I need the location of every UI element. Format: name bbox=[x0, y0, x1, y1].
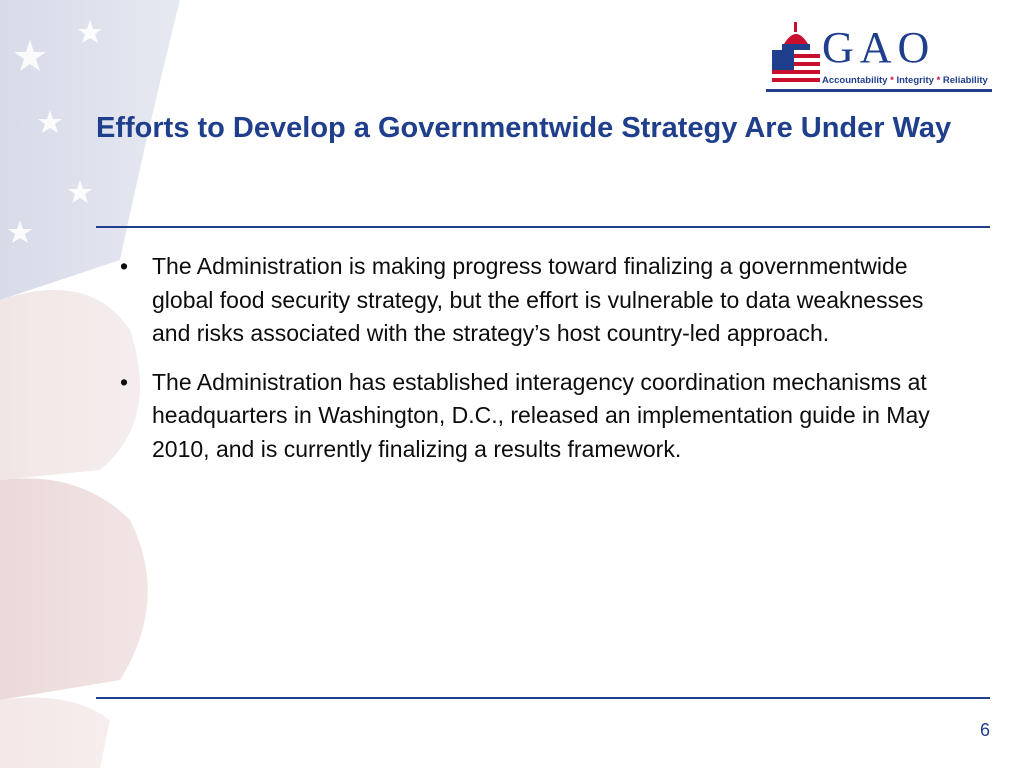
logo-underline bbox=[766, 89, 992, 92]
tagline-integrity: Integrity bbox=[896, 75, 934, 86]
bullet-item bbox=[120, 366, 940, 467]
bullet-icon: • bbox=[120, 253, 129, 279]
bullet-icon: • bbox=[120, 368, 129, 395]
gao-wordmark: GAO bbox=[822, 23, 936, 72]
bullet-text: The Administration has established interagency coordination mechanisms at headquarters in Washington, D.C., released an implementation guide in May 2010, and is currently finalizing a results framework. bbox=[152, 368, 930, 462]
title-divider bbox=[96, 226, 990, 228]
page-number: 6 bbox=[979, 720, 990, 740]
footer-divider bbox=[96, 697, 990, 699]
bullet-text: The Administration is making progress toward finalizing a governmentwide global food security strategy, but the effort is vulnerable to data weaknesses and risks associated with the strategy’s host country-led approach. bbox=[152, 253, 924, 346]
bullet-list bbox=[120, 250, 940, 481]
bullet-item bbox=[120, 250, 940, 351]
flag-stripes-icon bbox=[772, 50, 820, 82]
tagline-star-icon: * bbox=[936, 75, 941, 86]
tagline-reliability: Reliability bbox=[942, 75, 988, 86]
tagline-accountability: Accountability bbox=[822, 75, 888, 86]
tagline-star-icon: * bbox=[890, 75, 894, 86]
capitol-dome-icon bbox=[782, 22, 810, 50]
slide-title: Efforts to Develop a Governmentwide Strategy Are Under Way bbox=[96, 112, 952, 144]
gao-tagline bbox=[822, 75, 988, 86]
